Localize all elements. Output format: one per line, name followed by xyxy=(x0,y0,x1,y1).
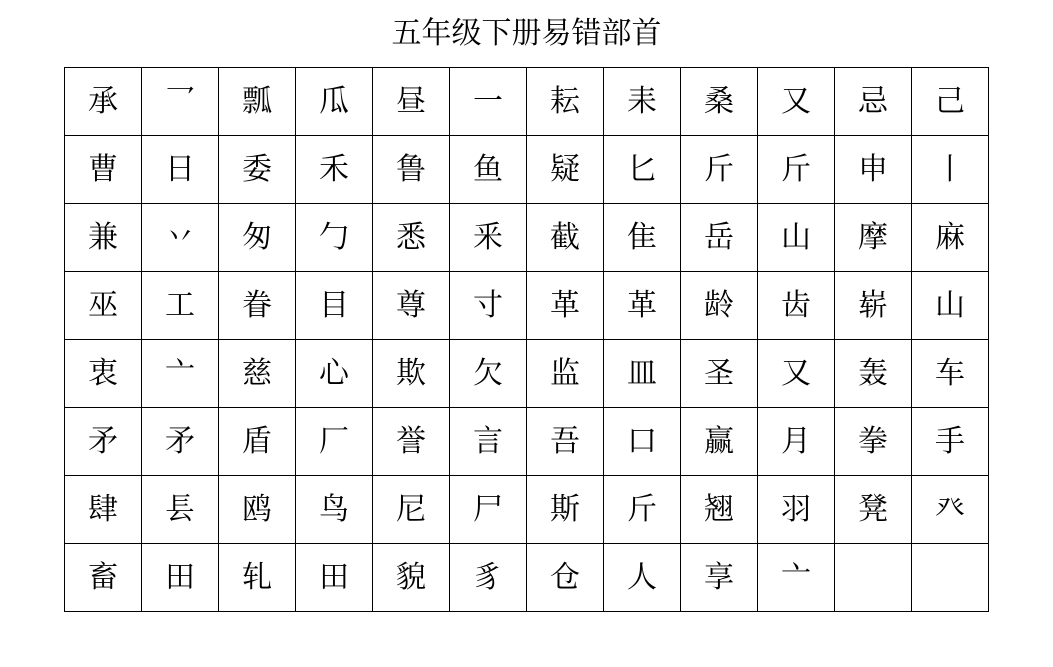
table-cell: 言 xyxy=(450,408,527,476)
table-cell: 乛 xyxy=(142,68,219,136)
table-cell: 皿 xyxy=(604,340,681,408)
table-cell: 尼 xyxy=(373,476,450,544)
table-cell: 兼 xyxy=(65,204,142,272)
table-body xyxy=(65,68,989,612)
table-cell: 轧 xyxy=(219,544,296,612)
table-cell: 拳 xyxy=(835,408,912,476)
table-cell: 斯 xyxy=(527,476,604,544)
table-row xyxy=(65,136,989,204)
table-row xyxy=(65,68,989,136)
table-cell: 丷 xyxy=(142,204,219,272)
table-cell: 一 xyxy=(450,68,527,136)
table-cell: 尊 xyxy=(373,272,450,340)
table-cell: 悉 xyxy=(373,204,450,272)
table-cell: 仓 xyxy=(527,544,604,612)
table-cell: 欺 xyxy=(373,340,450,408)
table-cell: 享 xyxy=(681,544,758,612)
table-cell: 委 xyxy=(219,136,296,204)
table-cell: 誉 xyxy=(373,408,450,476)
table-cell: 月 xyxy=(758,408,835,476)
table-cell: 监 xyxy=(527,340,604,408)
table-cell: 日 xyxy=(142,136,219,204)
radicals-table xyxy=(64,67,989,612)
table-cell: 赢 xyxy=(681,408,758,476)
table-cell: 匆 xyxy=(219,204,296,272)
table-cell: 欠 xyxy=(450,340,527,408)
table-cell: 申 xyxy=(835,136,912,204)
table-cell: 麻 xyxy=(912,204,989,272)
table-cell: 尸 xyxy=(450,476,527,544)
table-cell: 截 xyxy=(527,204,604,272)
table-cell: 耒 xyxy=(604,68,681,136)
table-cell: 羽 xyxy=(758,476,835,544)
table-cell: 革 xyxy=(604,272,681,340)
table-cell: 工 xyxy=(142,272,219,340)
table-cell: 盾 xyxy=(219,408,296,476)
table-cell: 斤 xyxy=(604,476,681,544)
table-cell: 齿 xyxy=(758,272,835,340)
table-cell: 斤 xyxy=(758,136,835,204)
table-cell: 斤 xyxy=(681,136,758,204)
table-cell: 山 xyxy=(758,204,835,272)
table-cell: 手 xyxy=(912,408,989,476)
table-cell: 口 xyxy=(604,408,681,476)
table-cell: 畜 xyxy=(65,544,142,612)
page-title: 五年级下册易错部首 xyxy=(391,16,662,51)
table-cell: 釆 xyxy=(450,204,527,272)
table-cell: 又 xyxy=(758,68,835,136)
table-cell: 巫 xyxy=(65,272,142,340)
table-cell: 瓢 xyxy=(219,68,296,136)
table-cell: 轰 xyxy=(835,340,912,408)
table-cell: 革 xyxy=(527,272,604,340)
table-cell: 承 xyxy=(65,68,142,136)
table-cell: 矛 xyxy=(65,408,142,476)
table-cell: 疑 xyxy=(527,136,604,204)
table-cell: 田 xyxy=(142,544,219,612)
table-cell: 慈 xyxy=(219,340,296,408)
table-cell: 厂 xyxy=(296,408,373,476)
table-cell: 鸥 xyxy=(219,476,296,544)
table-row xyxy=(65,204,989,272)
table-cell: 凳 xyxy=(835,476,912,544)
table-cell: 圣 xyxy=(681,340,758,408)
table-cell: 田 xyxy=(296,544,373,612)
table-cell xyxy=(912,544,989,612)
table-cell: 龄 xyxy=(681,272,758,340)
table-row xyxy=(65,272,989,340)
table-cell: 耘 xyxy=(527,68,604,136)
table-cell: 忌 xyxy=(835,68,912,136)
table-cell: 桑 xyxy=(681,68,758,136)
table-cell: 匕 xyxy=(604,136,681,204)
table-cell: 亠 xyxy=(142,340,219,408)
table-cell: 寸 xyxy=(450,272,527,340)
table-cell: 昼 xyxy=(373,68,450,136)
table-cell: 瓜 xyxy=(296,68,373,136)
table-row xyxy=(65,544,989,612)
table-cell: 车 xyxy=(912,340,989,408)
table-cell: 勹 xyxy=(296,204,373,272)
table-cell: 崭 xyxy=(835,272,912,340)
table-cell: 翘 xyxy=(681,476,758,544)
table-row xyxy=(65,408,989,476)
table-cell: 己 xyxy=(912,68,989,136)
table-cell xyxy=(835,544,912,612)
table-cell: 禾 xyxy=(296,136,373,204)
table-row xyxy=(65,340,989,408)
table-cell: 丨 xyxy=(912,136,989,204)
table-cell: 鸟 xyxy=(296,476,373,544)
table-cell: 又 xyxy=(758,340,835,408)
table-cell: 心 xyxy=(296,340,373,408)
table-cell: 亠 xyxy=(758,544,835,612)
table-cell: 矛 xyxy=(142,408,219,476)
table-cell: 山 xyxy=(912,272,989,340)
table-cell: 隹 xyxy=(604,204,681,272)
table-cell: 目 xyxy=(296,272,373,340)
table-cell: 衷 xyxy=(65,340,142,408)
table-cell: 吾 xyxy=(527,408,604,476)
table-cell: 肆 xyxy=(65,476,142,544)
table-cell: 岳 xyxy=(681,204,758,272)
table-cell: 人 xyxy=(604,544,681,612)
table-cell: 鲁 xyxy=(373,136,450,204)
table-cell: 貌 xyxy=(373,544,450,612)
table-cell: 豸 xyxy=(450,544,527,612)
table-cell: 摩 xyxy=(835,204,912,272)
table-cell: 镸 xyxy=(142,476,219,544)
table-cell: 眷 xyxy=(219,272,296,340)
table-cell: 鱼 xyxy=(450,136,527,204)
table-row xyxy=(65,476,989,544)
table-cell: 癶 xyxy=(912,476,989,544)
table-cell: 曹 xyxy=(65,136,142,204)
